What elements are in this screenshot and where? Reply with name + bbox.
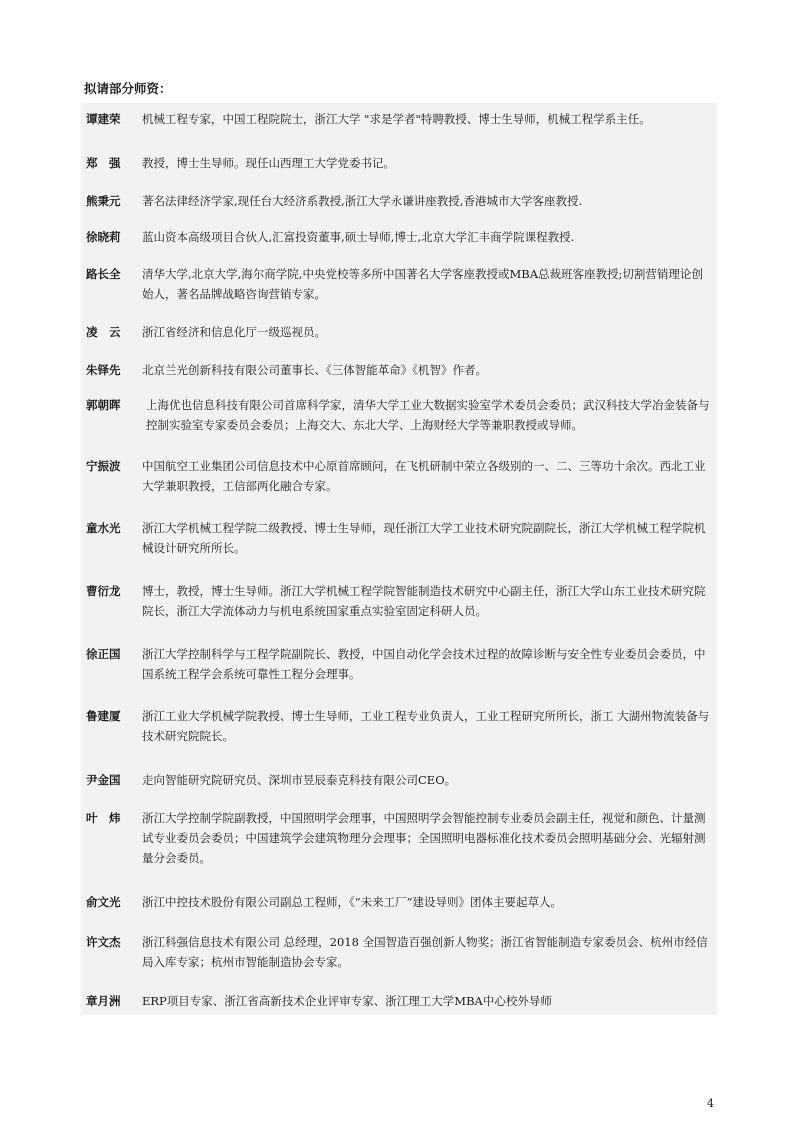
faculty-name: 路长全: [86, 267, 121, 281]
faculty-row: [81, 770, 717, 808]
faculty-row: [81, 264, 717, 322]
faculty-name: 尹金国: [86, 773, 121, 787]
faculty-desc: 上海优也信息科技有限公司首席科学家，清华大学工业大数据实验室学术委员会委员；武汉科技大学冶金装备与控制实验室专家委员会委员；上海交大、东北大学、上海财经大学等兼职教授或导师。: [146, 398, 710, 432]
faculty-desc: 浙江科强信息技术有限公司 总经理，2018 全国智造百强创新人物奖；浙江省智能制造专家委员会、杭州市经信局入库专家；杭州市智能制造协会专家。: [142, 935, 708, 969]
faculty-desc: 走向智能研究院研究员、深圳市昱辰泰克科技有限公司CEO。: [142, 773, 457, 787]
faculty-list: [81, 103, 717, 1015]
faculty-desc: 中国航空工业集团公司信息技术中心原首席顾问，在飞机研制中荣立各级别的一、二、三等功十余次。西北工业大学兼职教授，工信部两化融合专家。: [142, 459, 706, 493]
faculty-row: [81, 932, 717, 991]
faculty-name: 凌 云: [86, 325, 121, 339]
faculty-name: 郑 强: [86, 156, 121, 170]
faculty-name: 曹衍龙: [86, 584, 121, 598]
faculty-desc: 北京兰光创新科技有限公司董事长、《三体智能革命》《机智》作者。: [142, 363, 487, 377]
faculty-row: [81, 191, 717, 227]
section-heading: 拟请部分师资：: [84, 81, 172, 96]
faculty-name: 徐晓莉: [86, 230, 121, 244]
faculty-name: 谭建荣: [86, 112, 121, 126]
faculty-desc: 浙江中控技术股份有限公司副总工程师，《“未来工厂”建设导则》团体主要起草人。: [142, 895, 563, 909]
faculty-desc: 浙江省经济和信息化厅一级巡视员。: [142, 325, 326, 339]
faculty-row: [81, 518, 717, 581]
faculty-row: [81, 808, 717, 892]
faculty-name: 朱铎先: [86, 363, 121, 377]
faculty-row: [81, 227, 717, 264]
faculty-row: [81, 991, 717, 1015]
faculty-desc: 浙江大学控制科学与工程学院副院长、教授，中国自动化学会技术过程的故障诊断与安全性专业委员会委员，中国系统工程学会系统可靠性工程分会理事。: [142, 647, 706, 681]
faculty-row: [81, 581, 717, 644]
faculty-row: [81, 322, 717, 360]
faculty-desc: 著名法律经济学家,现任台大经济系教授,浙江大学永谦讲座教授,香港城市大学客座教授.: [142, 194, 583, 208]
faculty-desc: 浙江大学机械工程学院二级教授、博士生导师，现任浙江大学工业技术研究院副院长，浙江大学机械工程学院机械设计研究所所长。: [142, 521, 706, 555]
faculty-desc: ERP项目专家、浙江省高新技术企业评审专家、浙江理工大学MBA中心校外导师: [142, 994, 552, 1008]
faculty-name: 叶 炜: [86, 811, 121, 825]
faculty-desc: 教授，博士生导师。现任山西理工大学党委书记。: [142, 156, 395, 170]
faculty-row: [81, 153, 717, 191]
faculty-name: 郭朝晖: [86, 398, 121, 412]
faculty-row: [81, 892, 717, 932]
page-number: 4: [707, 1097, 714, 1110]
faculty-name: 鲁建厦: [86, 709, 121, 723]
faculty-name: 许文杰: [86, 935, 121, 949]
faculty-name: 徐正国: [86, 647, 121, 661]
faculty-row: [81, 456, 717, 518]
faculty-desc: 浙江大学控制学院副教授，中国照明学会理事，中国照明学会智能控制专业委员会副主任，视觉和颜色、计量测试专业委员会委员；中国建筑学会建筑物理分会理事；全国照明电器标准化技术委员会照明基础分会、光辐射测量分会委员。: [142, 811, 706, 865]
faculty-row: [81, 395, 717, 456]
faculty-name: 章月洲: [86, 994, 121, 1008]
faculty-name: 童水光: [86, 521, 121, 535]
faculty-row: [81, 706, 717, 770]
faculty-desc: 浙江工业大学机械学院教授、博士生导师，工业工程专业负责人，工业工程研究所所长，浙工 大湖州物流装备与技术研究院院长。: [142, 709, 710, 743]
faculty-desc: 博士，教授，博士生导师。浙江大学机械工程学院智能制造技术研究中心副主任，浙江大学山东工业技术研究院院长，浙江大学流体动力与机电系统国家重点实验室固定科研人员。: [142, 584, 706, 618]
faculty-row: [81, 360, 717, 395]
faculty-desc: 机械工程专家，中国工程院院士，浙江大学 "求是学者"特聘教授、博士生导师，机械工程学系主任。: [142, 112, 651, 126]
faculty-desc: 清华大学,北京大学,海尔商学院,中央党校等多所中国著名大学客座教授或MBA总裁班客座教授;切割营销理论创始人，著名品牌战略咨询营销专家。: [142, 267, 703, 301]
faculty-name: 俞文光: [86, 895, 121, 909]
faculty-name: 宁振波: [86, 459, 121, 473]
faculty-name: 熊秉元: [86, 194, 121, 208]
faculty-row: [81, 103, 717, 153]
faculty-row: [81, 644, 717, 706]
faculty-desc: 蓝山资本高级项目合伙人,汇富投资董事,硕士导师,博士,北京大学汇丰商学院课程教授.: [142, 230, 575, 244]
